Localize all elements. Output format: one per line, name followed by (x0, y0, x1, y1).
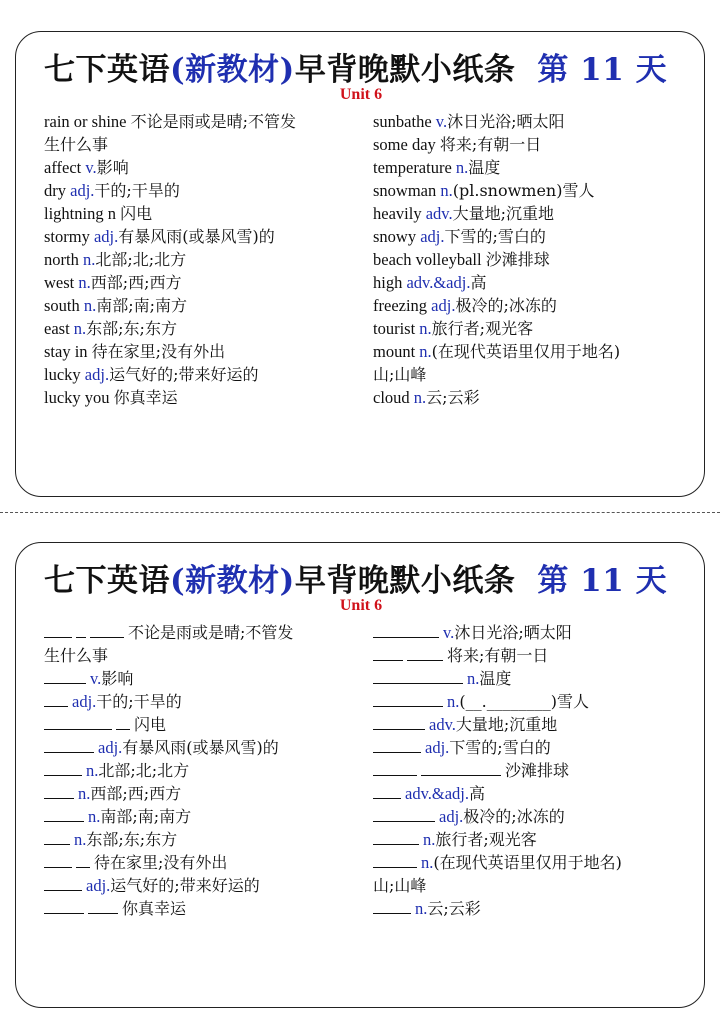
chinese-meaning: 北部;北;北方 (95, 250, 187, 269)
part-of-speech: n. (86, 761, 99, 780)
chinese-meaning: 云;云彩 (427, 899, 481, 918)
chinese-meaning: 高 (470, 273, 487, 292)
vocab-entry (373, 294, 698, 317)
part-of-speech: n. (74, 830, 87, 849)
part-of-speech: adj. (420, 227, 445, 246)
english-word: freezing (373, 296, 432, 315)
english-word: some day (373, 135, 440, 154)
answer-blank[interactable] (44, 899, 84, 914)
unit-label: Unit 6 (339, 597, 383, 614)
english-word: dry (44, 181, 71, 200)
chinese-meaning: 高 (469, 784, 486, 803)
cut-line-divider (0, 512, 720, 513)
english-word: south (44, 296, 84, 315)
chinese-meaning: 待在家里;没有外出 (91, 342, 226, 361)
chinese-meaning: 生什么事 (44, 135, 109, 154)
part-of-speech: v. (90, 669, 102, 688)
dictation-entry (44, 667, 364, 690)
part-of-speech: adv. (429, 715, 456, 734)
answer-blank[interactable] (44, 715, 112, 730)
chinese-meaning: 南部;南;南方 (100, 807, 192, 826)
english-word: lucky you (44, 388, 114, 407)
part-of-speech: adj. (425, 738, 450, 757)
answer-blank[interactable] (44, 830, 70, 845)
answer-blank[interactable] (44, 738, 94, 753)
part-of-speech: n. (78, 784, 91, 803)
part-of-speech: v. (85, 158, 97, 177)
vocab-entry (373, 179, 698, 202)
chinese-meaning: 有暴风雨(或暴风雪)的 (118, 227, 275, 246)
part-of-speech: adv.&adj. (406, 273, 471, 292)
part-of-speech: adj. (86, 876, 111, 895)
vocab-entry (44, 156, 364, 179)
title-paren-close: ) (279, 52, 295, 88)
answer-blank[interactable] (44, 761, 82, 776)
vocab-entry (44, 294, 364, 317)
vocab-entry (44, 386, 364, 409)
vocab-card-dictation (15, 542, 705, 1008)
dictation-entry (373, 897, 698, 920)
english-word: stay in (44, 342, 92, 361)
dictation-entry (373, 805, 698, 828)
chinese-meaning: 干的;干旱的 (94, 181, 180, 200)
part-of-speech: n. (415, 899, 428, 918)
chinese-meaning: 有暴风雨(或暴风雪)的 (122, 738, 279, 757)
vocab-entry (44, 179, 364, 202)
dictation-list-right (373, 621, 698, 920)
chinese-meaning: (在现代英语里仅用于地名) (433, 853, 622, 872)
chinese-meaning: 旅行者;观光客 (431, 319, 534, 338)
chinese-meaning: 不论是雨或是晴;不管发 (130, 112, 297, 131)
chinese-meaning: 影响 (101, 669, 134, 688)
part-of-speech: n. (421, 853, 434, 872)
chinese-meaning: 西部;西;西方 (90, 784, 182, 803)
dictation-entry (373, 667, 698, 690)
english-word: tourist (373, 319, 420, 338)
answer-blank[interactable] (373, 738, 421, 753)
dictation-entry (44, 851, 364, 874)
part-of-speech: n. (419, 319, 432, 338)
part-of-speech: n. (419, 342, 432, 361)
part-of-speech: adj. (72, 692, 97, 711)
title-day: 第 11 天 (537, 563, 668, 599)
answer-blank[interactable] (373, 899, 411, 914)
answer-blank[interactable] (88, 899, 118, 914)
chinese-meaning: 影响 (96, 158, 129, 177)
chinese-meaning: 大量地;沉重地 (455, 715, 558, 734)
chinese-meaning: 山;山峰 (373, 876, 427, 895)
dictation-entry (373, 621, 698, 644)
chinese-meaning: 将来;有朝一日 (447, 646, 549, 665)
title-grade: 七下英语 (44, 563, 170, 599)
english-word: heavily (373, 204, 426, 223)
answer-blank[interactable] (373, 784, 401, 799)
english-word: north (44, 250, 83, 269)
vocab-card-full (15, 31, 705, 497)
part-of-speech: adj. (84, 365, 110, 384)
dictation-entry (373, 759, 698, 782)
vocab-entry (44, 340, 364, 363)
chinese-meaning: 不论是雨或是晴;不管发 (128, 623, 294, 642)
dictation-entry (44, 644, 364, 667)
chinese-meaning: 运气好的;带来好运的 (109, 365, 259, 384)
vocab-entry (44, 363, 364, 386)
dictation-entry (373, 690, 698, 713)
part-of-speech: adj. (439, 807, 464, 826)
answer-blank[interactable] (373, 853, 417, 868)
vocab-entry (373, 363, 698, 386)
part-of-speech: n. (423, 830, 436, 849)
vocab-entry (373, 271, 698, 294)
part-of-speech: v. (435, 112, 448, 131)
dictation-entry (44, 621, 364, 644)
english-word: beach volleyball (373, 250, 486, 269)
dictation-entry (44, 782, 364, 805)
answer-blank[interactable] (44, 669, 86, 684)
answer-blank[interactable] (373, 692, 443, 707)
chinese-meaning: 待在家里;没有外出 (94, 853, 228, 872)
dictation-entry (373, 782, 698, 805)
vocab-entry (373, 248, 698, 271)
part-of-speech: adj. (98, 738, 123, 757)
chinese-meaning: 东部;东;东方 (86, 830, 178, 849)
answer-blank[interactable] (407, 646, 443, 661)
english-word: west (44, 273, 79, 292)
chinese-meaning: 运气好的;带来好运的 (110, 876, 260, 895)
chinese-meaning: 沐日光浴;晒太阳 (447, 112, 565, 131)
vocab-entry (44, 110, 364, 133)
card-title (44, 555, 667, 600)
answer-blank[interactable] (373, 830, 419, 845)
chinese-meaning: 生什么事 (44, 646, 109, 665)
english-word: east (44, 319, 74, 338)
answer-blank[interactable] (44, 876, 82, 891)
part-of-speech: adj. (431, 296, 456, 315)
chinese-meaning: 山;山峰 (373, 365, 427, 384)
chinese-meaning: 极冷的;冰冻的 (463, 807, 565, 826)
chinese-meaning: 沙滩排球 (485, 250, 550, 269)
chinese-meaning: 沙滩排球 (505, 761, 570, 780)
part-of-speech: n. (88, 807, 101, 826)
answer-blank[interactable] (76, 853, 90, 868)
part-of-speech: adj. (93, 227, 119, 246)
english-word: cloud (373, 388, 414, 407)
chinese-meaning: 东部;东;东方 (86, 319, 177, 338)
chinese-meaning: 旅行者;观光客 (435, 830, 537, 849)
chinese-meaning: 温度 (468, 158, 501, 177)
chinese-meaning: 北部;北;北方 (98, 761, 190, 780)
chinese-meaning: (__.________)雪人 (459, 692, 589, 711)
dictation-list-left (44, 621, 364, 920)
english-word: affect (44, 158, 86, 177)
dictation-entry (44, 897, 364, 920)
chinese-meaning: (pl.snowmen)雪人 (452, 181, 595, 200)
card-title (44, 44, 667, 89)
title-new-textbook: 新教材 (185, 563, 280, 599)
chinese-meaning: 下雪的;雪白的 (449, 738, 551, 757)
answer-blank[interactable] (44, 784, 74, 799)
answer-blank[interactable] (373, 646, 403, 661)
dictation-entry (44, 736, 364, 759)
english-word: rain or shine (44, 112, 131, 131)
vocab-entry (44, 133, 364, 156)
chinese-meaning: 干的;干旱的 (96, 692, 182, 711)
english-word: mount (373, 342, 420, 361)
chinese-meaning: 西部;西;西方 (90, 273, 182, 292)
chinese-meaning: 你真幸运 (113, 388, 178, 407)
word-list-right (373, 110, 698, 409)
answer-blank[interactable] (373, 807, 435, 822)
english-word: snowy (373, 227, 421, 246)
vocab-entry (44, 202, 364, 225)
answer-blank[interactable] (116, 715, 130, 730)
dictation-entry (373, 736, 698, 759)
vocab-entry (373, 225, 698, 248)
answer-blank[interactable] (421, 761, 501, 776)
dictation-entry (373, 644, 698, 667)
part-of-speech: n. (73, 319, 87, 338)
english-word: stormy (44, 227, 94, 246)
english-word: temperature (373, 158, 456, 177)
dictation-entry (373, 828, 698, 851)
dictation-entry (373, 851, 698, 874)
dictation-entry (44, 690, 364, 713)
title-paren-close: ) (279, 563, 295, 599)
answer-blank[interactable] (373, 761, 417, 776)
vocab-entry (373, 317, 698, 340)
part-of-speech: n. (82, 250, 96, 269)
chinese-meaning: 你真幸运 (122, 899, 187, 918)
word-list-left (44, 110, 364, 409)
vocab-entry (44, 271, 364, 294)
part-of-speech: n. (83, 296, 97, 315)
vocab-entry (44, 248, 364, 271)
dictation-entry (44, 805, 364, 828)
answer-blank[interactable] (373, 669, 463, 684)
english-word: high (373, 273, 407, 292)
vocab-entry (373, 202, 698, 225)
vocab-entry (373, 156, 698, 179)
dictation-entry (44, 759, 364, 782)
chinese-meaning: 南部;南;南方 (96, 296, 188, 315)
title-new-textbook: 新教材 (185, 52, 280, 88)
answer-blank[interactable] (373, 715, 425, 730)
answer-blank[interactable] (373, 623, 439, 638)
answer-blank[interactable] (44, 807, 84, 822)
part-of-speech: adv.&adj. (405, 784, 469, 803)
vocab-entry (373, 133, 698, 156)
answer-blank[interactable] (90, 623, 124, 638)
part-of-speech: n. (455, 158, 469, 177)
answer-blank[interactable] (44, 853, 72, 868)
chinese-meaning: 闪电 (120, 204, 153, 223)
title-subtitle: 早背晚默小纸条 (294, 563, 516, 599)
english-word: sunbathe (373, 112, 436, 131)
dictation-entry (373, 874, 698, 897)
part-of-speech: n. (413, 388, 427, 407)
chinese-meaning: 温度 (479, 669, 512, 688)
part-of-speech: n. (440, 181, 453, 200)
vocab-entry (373, 386, 698, 409)
vocab-entry (373, 110, 698, 133)
title-day: 第 11 天 (537, 52, 668, 88)
part-of-speech: n. (467, 669, 480, 688)
vocab-entry (44, 225, 364, 248)
answer-blank[interactable] (44, 623, 72, 638)
dictation-entry (373, 713, 698, 736)
title-grade: 七下英语 (44, 52, 170, 88)
english-word: lucky (44, 365, 85, 384)
unit-label: Unit 6 (339, 86, 383, 103)
part-of-speech: n. (447, 692, 460, 711)
title-paren-open: ( (170, 52, 186, 88)
dictation-entry (44, 828, 364, 851)
vocab-entry (44, 317, 364, 340)
dictation-entry (44, 874, 364, 897)
english-word: snowman (373, 181, 441, 200)
title-subtitle: 早背晚默小纸条 (294, 52, 516, 88)
chinese-meaning: 云;云彩 (426, 388, 480, 407)
answer-blank[interactable] (44, 692, 68, 707)
answer-blank[interactable] (76, 623, 86, 638)
chinese-meaning: 将来;有朝一日 (439, 135, 542, 154)
chinese-meaning: 闪电 (134, 715, 167, 734)
part-of-speech: v. (443, 623, 455, 642)
chinese-meaning: 极冷的;冰冻的 (455, 296, 557, 315)
chinese-meaning: (在现代英语里仅用于地名) (431, 342, 621, 361)
chinese-meaning: 沐日光浴;晒太阳 (454, 623, 572, 642)
english-word: lightning n (44, 204, 121, 223)
part-of-speech: adj. (70, 181, 95, 200)
vocab-entry (373, 340, 698, 363)
part-of-speech: adv. (425, 204, 453, 223)
chinese-meaning: 下雪的;雪白的 (444, 227, 546, 246)
dictation-entry (44, 713, 364, 736)
chinese-meaning: 大量地;沉重地 (452, 204, 554, 223)
title-paren-open: ( (170, 563, 186, 599)
part-of-speech: n. (78, 273, 91, 292)
